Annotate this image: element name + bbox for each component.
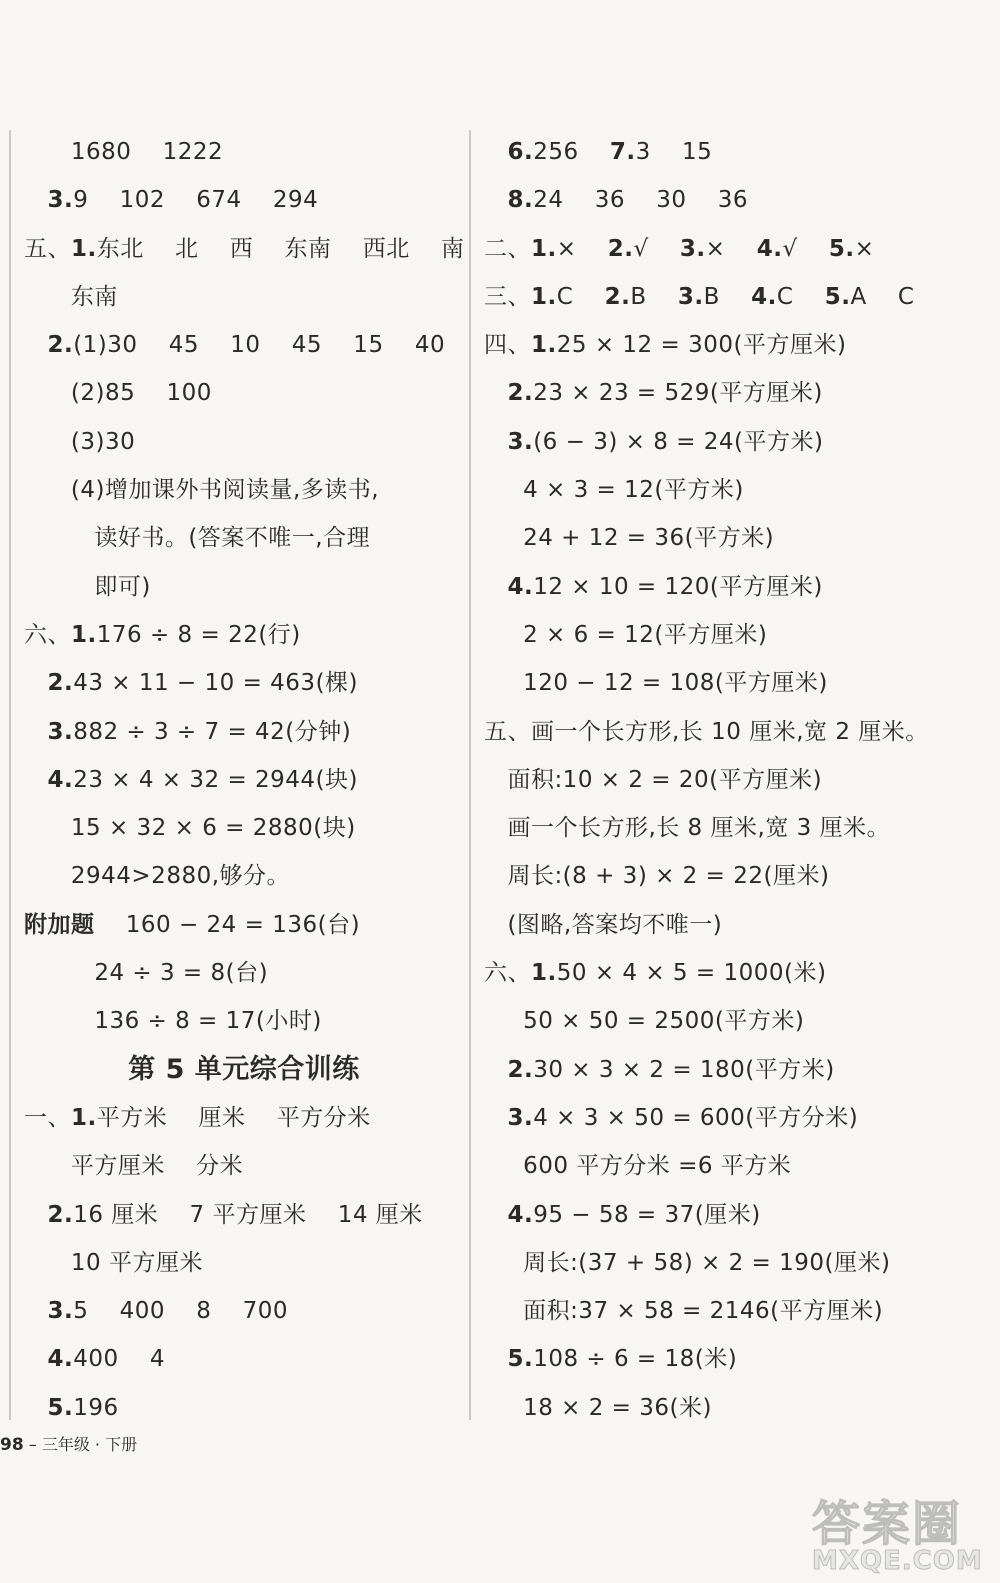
indent xyxy=(484,1057,507,1083)
indent xyxy=(484,1202,507,1228)
answer-text: 画一个长方形,长 8 厘米,宽 3 厘米。 xyxy=(507,815,891,842)
answer-text: 画一个长方形,长 10 厘米,宽 2 厘米。 xyxy=(531,718,929,745)
answer-line xyxy=(484,804,984,852)
indent xyxy=(24,815,71,841)
indent xyxy=(484,1105,507,1131)
indent xyxy=(484,139,507,165)
indent xyxy=(484,525,523,551)
answer-line xyxy=(484,514,984,562)
answer-text: 3 15 xyxy=(635,139,713,165)
answer-line xyxy=(484,1142,984,1190)
answer-line xyxy=(484,659,984,707)
answer-text: 12 × 10 = 120(平方厘米) xyxy=(533,573,823,600)
answer-line xyxy=(484,1046,984,1094)
answer-text: 882 ÷ 3 ÷ 7 = 42(分钟) xyxy=(73,718,352,745)
answer-text: (2)85 100 xyxy=(70,380,212,407)
answer-line xyxy=(24,1287,464,1335)
answer-line xyxy=(484,128,984,176)
answer-line xyxy=(24,756,464,804)
answer-line xyxy=(484,563,984,611)
indent xyxy=(24,332,47,358)
indent xyxy=(24,1008,94,1034)
answer-line xyxy=(484,708,984,756)
answer-text: C xyxy=(776,283,825,310)
answer-line xyxy=(24,1191,464,1239)
footer-dash: – xyxy=(23,1435,42,1454)
answer-line xyxy=(484,852,984,900)
section-prefix: 五、 xyxy=(484,718,531,745)
answer-line xyxy=(484,225,984,273)
answer-line xyxy=(24,369,464,417)
section-prefix: 六、 xyxy=(484,960,531,987)
answer-text: A C xyxy=(850,283,915,310)
indent xyxy=(24,477,71,503)
answer-text: B xyxy=(703,283,752,310)
answer-text: 256 xyxy=(533,139,610,165)
item-number: 4. xyxy=(751,283,777,310)
indent xyxy=(24,1202,47,1228)
answer-text: 120 − 12 = 108(平方厘米) xyxy=(523,670,828,697)
answer-text: 平方厘米 分米 xyxy=(70,1153,244,1180)
indent xyxy=(484,622,523,648)
answer-line xyxy=(24,949,464,997)
indent xyxy=(24,1298,47,1324)
item-number: 3. xyxy=(679,235,706,262)
indent xyxy=(484,477,523,503)
item-number: 6. xyxy=(507,139,534,165)
answer-text: √ xyxy=(633,235,680,262)
answer-text: 周长:(37 + 58) × 2 = 190(厘米) xyxy=(523,1249,891,1276)
item-number: 4. xyxy=(507,1201,534,1228)
answer-text: 2944>2880,够分。 xyxy=(70,863,291,890)
answer-text: 15 × 32 × 6 = 2880(块) xyxy=(70,815,356,842)
answer-text: 24 ÷ 3 = 8(台) xyxy=(94,960,269,987)
answer-text: 即可) xyxy=(94,573,151,600)
left-margin-rule xyxy=(9,130,11,1420)
indent xyxy=(24,187,47,213)
answer-line xyxy=(24,273,464,321)
answer-line xyxy=(484,1287,984,1335)
indent xyxy=(24,1346,47,1372)
item-number: 7. xyxy=(609,139,636,165)
answer-line xyxy=(24,128,464,176)
column-divider xyxy=(469,130,471,1420)
answer-line xyxy=(484,611,984,659)
indent xyxy=(484,912,507,938)
answer-text: 面积:10 × 2 = 20(平方厘米) xyxy=(507,766,823,793)
answer-line xyxy=(24,1239,464,1287)
answer-text: 面积:37 × 58 = 2146(平方厘米) xyxy=(523,1298,884,1325)
indent xyxy=(24,767,47,793)
indent xyxy=(484,863,507,889)
answer-line xyxy=(24,708,464,756)
answer-text: 50 × 50 = 2500(平方米) xyxy=(523,1008,805,1035)
answer-line xyxy=(24,1142,464,1190)
item-number: 1. xyxy=(531,283,557,310)
item-number: 5. xyxy=(47,1394,74,1421)
answer-text: 400 4 xyxy=(73,1346,165,1373)
answer-text: (1)30 45 10 45 15 40 xyxy=(73,332,446,359)
indent xyxy=(484,1346,507,1372)
indent xyxy=(484,1008,523,1034)
answer-text: B xyxy=(630,283,678,310)
indent xyxy=(24,574,94,600)
indent xyxy=(484,380,507,406)
answer-line xyxy=(484,321,984,369)
answer-line xyxy=(484,949,984,997)
answer-text: √ xyxy=(782,235,829,262)
indent xyxy=(484,187,507,213)
indent xyxy=(24,284,71,310)
answer-line xyxy=(24,563,464,611)
answer-line xyxy=(24,176,464,224)
answer-text: 95 − 58 = 37(厘米) xyxy=(533,1201,761,1228)
item-number: 2. xyxy=(507,380,534,407)
answer-line xyxy=(484,756,984,804)
answer-line xyxy=(24,418,464,466)
item-number: 4. xyxy=(507,573,534,600)
answer-line xyxy=(24,225,464,273)
answer-text: × xyxy=(705,235,757,262)
answer-text: 东北 北 西 东南 西北 南 xyxy=(96,235,465,262)
watermark-cn: 答案圈 xyxy=(812,1496,963,1552)
answer-line xyxy=(484,418,984,466)
indent xyxy=(484,1250,523,1276)
answer-text: (6 − 3) × 8 = 24(平方米) xyxy=(533,428,824,455)
answer-text: 108 ÷ 6 = 18(米) xyxy=(533,1346,738,1373)
section-prefix: 一、 xyxy=(24,1104,71,1131)
item-number: 2. xyxy=(507,1056,534,1083)
answer-line xyxy=(24,466,464,514)
indent xyxy=(484,1395,523,1421)
answer-text: (图略,答案均不唯一) xyxy=(507,911,723,938)
answer-text: × xyxy=(854,235,875,262)
answer-text: 周长:(8 + 3) × 2 = 22(厘米) xyxy=(507,863,830,890)
answer-text: 第 5 单元综合训练 xyxy=(128,1053,360,1085)
answer-text: 24 36 30 36 xyxy=(533,187,748,214)
item-number: 1. xyxy=(531,960,557,987)
indent xyxy=(24,429,71,455)
left-column xyxy=(24,128,464,1432)
answer-line xyxy=(484,901,984,949)
item-number: 8. xyxy=(507,187,534,214)
answer-text: (4)增加课外书阅读量,多读书, xyxy=(70,477,380,504)
answer-line xyxy=(484,1191,984,1239)
answer-text: 10 平方厘米 xyxy=(70,1249,203,1276)
watermark-en: MXQE.COM xyxy=(812,1546,983,1576)
answer-line xyxy=(24,321,464,369)
answer-line xyxy=(484,369,984,417)
answer-text: 50 × 4 × 5 = 1000(米) xyxy=(556,960,827,987)
item-number: 1. xyxy=(531,235,557,262)
section-prefix: 六、 xyxy=(24,621,71,648)
answer-line xyxy=(24,1384,464,1432)
item-number: 1. xyxy=(71,621,97,648)
answer-text: 136 ÷ 8 = 17(小时) xyxy=(94,1008,322,1035)
answer-line xyxy=(24,514,464,562)
indent xyxy=(24,1250,71,1276)
section-prefix: 二、 xyxy=(484,235,531,262)
item-number: 5. xyxy=(507,1346,534,1373)
item-number: 1. xyxy=(71,235,97,262)
item-number: 2. xyxy=(47,1201,74,1228)
item-number: 4. xyxy=(756,235,783,262)
answer-line xyxy=(24,659,464,707)
answer-line xyxy=(484,1239,984,1287)
answer-line xyxy=(24,901,464,949)
answer-text: 25 × 12 = 300(平方厘米) xyxy=(556,332,847,359)
answer-line xyxy=(484,176,984,224)
right-column xyxy=(484,128,984,1432)
indent xyxy=(24,670,47,696)
indent xyxy=(24,380,71,406)
page-number: 98 xyxy=(0,1435,24,1455)
answer-text: 1680 1222 xyxy=(70,139,224,165)
item-number: 5. xyxy=(828,235,855,262)
answer-line xyxy=(24,1335,464,1383)
item-number: 1. xyxy=(531,332,557,359)
indent xyxy=(484,767,507,793)
answer-text: 9 102 674 294 xyxy=(73,187,319,214)
answer-text: 4 × 3 = 12(平方米) xyxy=(523,477,744,504)
item-number: 3. xyxy=(47,187,74,214)
answer-text: 东南 xyxy=(70,283,118,310)
answer-text: 160 − 24 = 136(台) xyxy=(94,911,361,938)
answer-text: (3)30 xyxy=(70,428,136,455)
answer-line xyxy=(484,1094,984,1142)
answer-line xyxy=(484,997,984,1045)
item-number: 3. xyxy=(677,283,704,310)
answer-text: 600 平方分米 =6 平方米 xyxy=(523,1153,792,1180)
answer-line xyxy=(24,804,464,852)
item-number: 4. xyxy=(47,1346,74,1373)
answer-text: 23 × 4 × 32 = 2944(块) xyxy=(73,766,359,793)
indent xyxy=(484,1298,523,1324)
answer-text: 196 xyxy=(73,1394,119,1421)
answer-line xyxy=(24,1094,464,1142)
indent xyxy=(24,1395,47,1421)
indent xyxy=(24,1153,71,1179)
answer-text: 4 × 3 × 50 = 600(平方分米) xyxy=(533,1104,859,1131)
item-number: 2. xyxy=(607,235,634,262)
indent xyxy=(24,960,94,986)
answer-text: 176 ÷ 8 = 22(行) xyxy=(96,621,301,648)
answer-text: 30 × 3 × 2 = 180(平方米) xyxy=(533,1056,835,1083)
item-number: 3. xyxy=(507,428,534,455)
item-number: 5. xyxy=(824,283,851,310)
indent xyxy=(484,1153,523,1179)
book-title: 三年级 · 下册 xyxy=(41,1435,138,1454)
indent xyxy=(24,139,71,165)
indent xyxy=(484,429,507,455)
answer-text: 5 400 8 700 xyxy=(73,1298,288,1325)
section-prefix: 五、 xyxy=(24,235,71,262)
watermark-logo xyxy=(812,1485,992,1575)
answer-line xyxy=(24,997,464,1045)
item-number: 1. xyxy=(71,1104,97,1131)
answer-text: 24 + 12 = 36(平方米) xyxy=(523,525,775,552)
answer-text: 23 × 23 = 529(平方厘米) xyxy=(533,380,823,407)
indent xyxy=(24,863,71,889)
answer-line xyxy=(24,852,464,900)
answer-text: 2 × 6 = 12(平方厘米) xyxy=(523,621,768,648)
answer-line xyxy=(484,1384,984,1432)
answer-line xyxy=(484,466,984,514)
item-number: 3. xyxy=(47,718,74,745)
item-number: 4. xyxy=(47,766,74,793)
item-number: 2. xyxy=(47,332,74,359)
page-footer xyxy=(0,1432,137,1455)
item-number: 2. xyxy=(47,670,74,697)
indent xyxy=(24,719,47,745)
answer-text: 平方米 厘米 平方分米 xyxy=(96,1104,371,1131)
indent xyxy=(24,525,94,551)
answer-text: 16 厘米 7 平方厘米 14 厘米 xyxy=(73,1201,423,1228)
indent xyxy=(484,815,507,841)
answer-text: × xyxy=(556,235,608,262)
answer-text: 读好书。(答案不唯一,合理 xyxy=(94,525,371,552)
item-number: 3. xyxy=(47,1298,74,1325)
section-prefix: 四、 xyxy=(484,332,531,359)
section-prefix: 三、 xyxy=(484,283,531,310)
answer-line xyxy=(24,611,464,659)
answer-line xyxy=(484,273,984,321)
answer-text: 43 × 11 − 10 = 463(棵) xyxy=(73,670,359,697)
item-number: 3. xyxy=(507,1104,534,1131)
answer-line xyxy=(484,1335,984,1383)
item-number: 附加题 xyxy=(24,911,95,938)
indent xyxy=(484,574,507,600)
answer-text: 18 × 2 = 36(米) xyxy=(523,1394,712,1421)
item-number: 2. xyxy=(604,283,631,310)
indent xyxy=(484,670,523,696)
section-title xyxy=(24,1046,464,1094)
answer-text: C xyxy=(556,283,605,310)
